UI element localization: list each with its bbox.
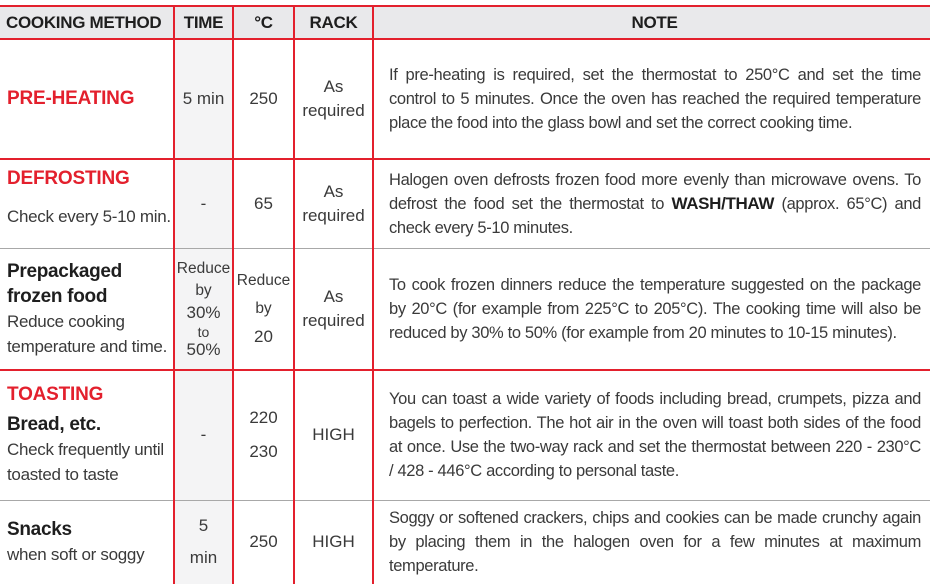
method-title: Snacks [7,519,72,541]
header-temperature: °C [233,6,294,39]
method-cell [0,370,174,500]
method-subtitle: toasted to taste [7,464,119,484]
temperature-value: 65 [254,193,273,213]
time-cell [174,500,233,584]
time-cell [174,39,233,159]
rack-cell [294,159,373,248]
time-cell [174,370,233,500]
method-subtitle: Check frequently until [7,439,164,459]
rack-value: HIGH [312,425,355,445]
time-value: - [200,425,207,445]
table-row-prepackaged-frozen-food [0,248,930,370]
temperature-value: 20 [254,326,273,346]
temperature-cell [233,39,294,159]
temperature-cell [233,500,294,584]
note-cell: To cook frozen dinners reduce the temperature suggested on the package by 20°C (for example from 225°C to 205°C). The cooking time will also be reduced by 30% to 50% (for example from 20 minutes to 10-15 minutes). [373,248,930,370]
rack-value: required [302,310,365,330]
method-title: frozen food [7,285,108,307]
method-title: PRE-HEATING [7,88,135,109]
time-value: 5 min [182,89,225,108]
method-cell [0,500,174,584]
time-value: by [195,281,212,299]
temperature-value: Reduce [236,271,291,289]
method-subtitle: Check every 5-10 min. [7,207,171,227]
method-title: TOASTING [7,383,104,405]
time-cell [174,248,233,370]
note-cell [373,159,930,248]
table-row-pre-heating [0,39,930,159]
header-note: NOTE [373,6,930,39]
temperature-value: 220 [249,408,278,428]
method-cell [0,248,174,370]
time-value: 30% [186,302,221,322]
rack-value: HIGH [312,532,355,552]
header-cooking-method: COOKING METHOD [0,6,174,39]
rack-value: required [302,205,365,225]
note-cell: You can toast a wide variety of foods including bread, crumpets, pizza and bagels to perfection. The hot air in the oven will toast both sides of the food at once. Use the two-way rack and set the thermostat between 220 - 230°C / 428 - 446°C according to personal taste. [373,370,930,500]
method-subtitle: Reduce cooking [7,311,125,331]
rack-cell [294,248,373,370]
note-text: Halogen oven defrosts frozen food more evenly than microwave ovens. To defrost the food set the thermostat to [389,170,921,213]
note-cell: Soggy or softened crackers, chips and cookies can be made crunchy again by placing them in the halogen oven for a few minutes at maximum temperature. [373,500,930,584]
method-cell [0,159,174,248]
temperature-cell [233,159,294,248]
table-row-toasting [0,370,930,500]
rack-cell [294,370,373,500]
temperature-cell [233,248,294,370]
table-row-snacks [0,500,930,584]
note-bold-text: WASH/THAW [671,193,775,213]
rack-cell [294,500,373,584]
temperature-cell [233,370,294,500]
time-value: - [200,193,207,213]
temperature-value: 250 [249,89,278,108]
cooking-methods-table [0,5,930,584]
method-cell [0,39,174,159]
time-value: Reduce [176,259,231,277]
temperature-value: by [255,299,272,317]
method-subtitle-bold: Bread, etc. [7,413,101,435]
header-time: TIME [174,6,233,39]
table-row-defrosting [0,159,930,248]
time-value: 50% [186,339,221,359]
table-header-row [0,6,930,39]
note-text: (approx. 65°C) and check every 5-10 minutes. [389,194,921,237]
time-value: to [197,323,210,340]
time-value: 5 [198,516,209,536]
method-subtitle: temperature and time. [7,336,168,356]
rack-cell [294,39,373,159]
time-value: min [189,548,218,568]
method-title: DEFROSTING [7,168,130,190]
rack-value: required [302,101,365,120]
time-cell [174,159,233,248]
rack-value: As [323,286,344,306]
method-subtitle: when soft or soggy [7,545,145,565]
header-rack: RACK [294,6,373,39]
rack-value: As [323,181,344,201]
temperature-value: 230 [249,442,278,462]
temperature-value: 250 [249,532,278,552]
rack-value: As [323,77,344,96]
note-cell: If pre-heating is required, set the thermostat to 250°C and set the time control to 5 minutes. Once the oven has reached the required temperature place the food into the glass bowl and set the correct cooking time. [373,39,930,159]
method-title: Prepackaged [7,260,122,282]
